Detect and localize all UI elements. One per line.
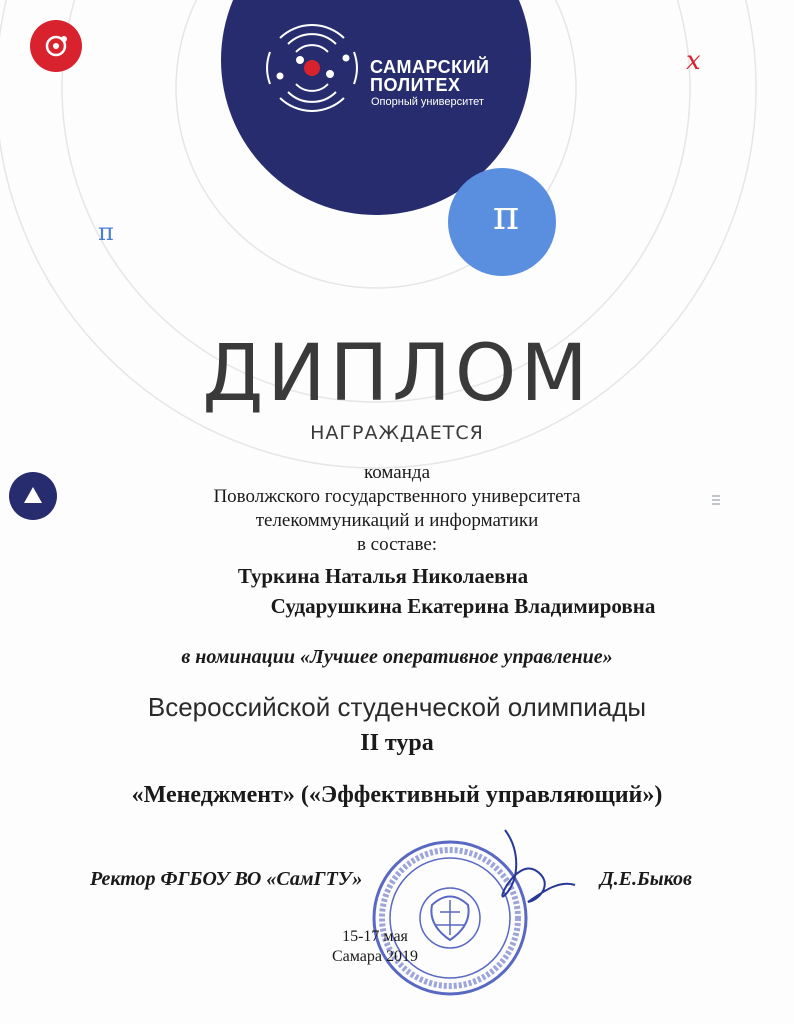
signatory-position: Ректор ФГБОУ ВО «СамГТУ» <box>90 868 363 890</box>
logo-name-line1: САМАРСКИЙ <box>370 57 490 77</box>
logo-tagline: Опорный университет <box>371 96 484 108</box>
pi-small-icon: π <box>98 218 114 246</box>
awarded-subtitle: НАГРАЖДАЕТСЯ <box>310 422 484 444</box>
nomination: в номинации «Лучшее оперативное управление» <box>181 646 613 668</box>
official-stamp <box>374 842 526 994</box>
recipient-line3: телекоммуникаций и информатики <box>255 510 539 531</box>
handwritten-signature <box>502 830 575 902</box>
team-member: Туркина Наталья Николаевна <box>237 564 529 588</box>
diploma-title: ДИПЛОМ <box>202 329 592 419</box>
pi-big-icon: π <box>492 193 520 239</box>
logo-name-line2: ПОЛИТЕХ <box>370 75 461 95</box>
olympiad-subject: «Менеджмент» («Эффективный управляющий») <box>131 782 663 808</box>
event-date: 15-17 мая <box>342 928 408 945</box>
olympiad-round: II тура <box>360 730 434 756</box>
olympiad-title: Всероссийской студенческой олимпиады <box>147 692 647 722</box>
x-symbol-icon: x <box>686 46 701 76</box>
signatory-name: Д.Е.Быков <box>600 868 692 890</box>
event-place: Самара 2019 <box>332 948 418 965</box>
recipient-line1: команда <box>364 462 430 483</box>
recipient-line2: Поволжского государственного университета <box>213 486 581 507</box>
recipient-line4: в составе: <box>356 534 438 555</box>
team-member: Сударушкина Екатерина Владимировна <box>270 594 656 618</box>
